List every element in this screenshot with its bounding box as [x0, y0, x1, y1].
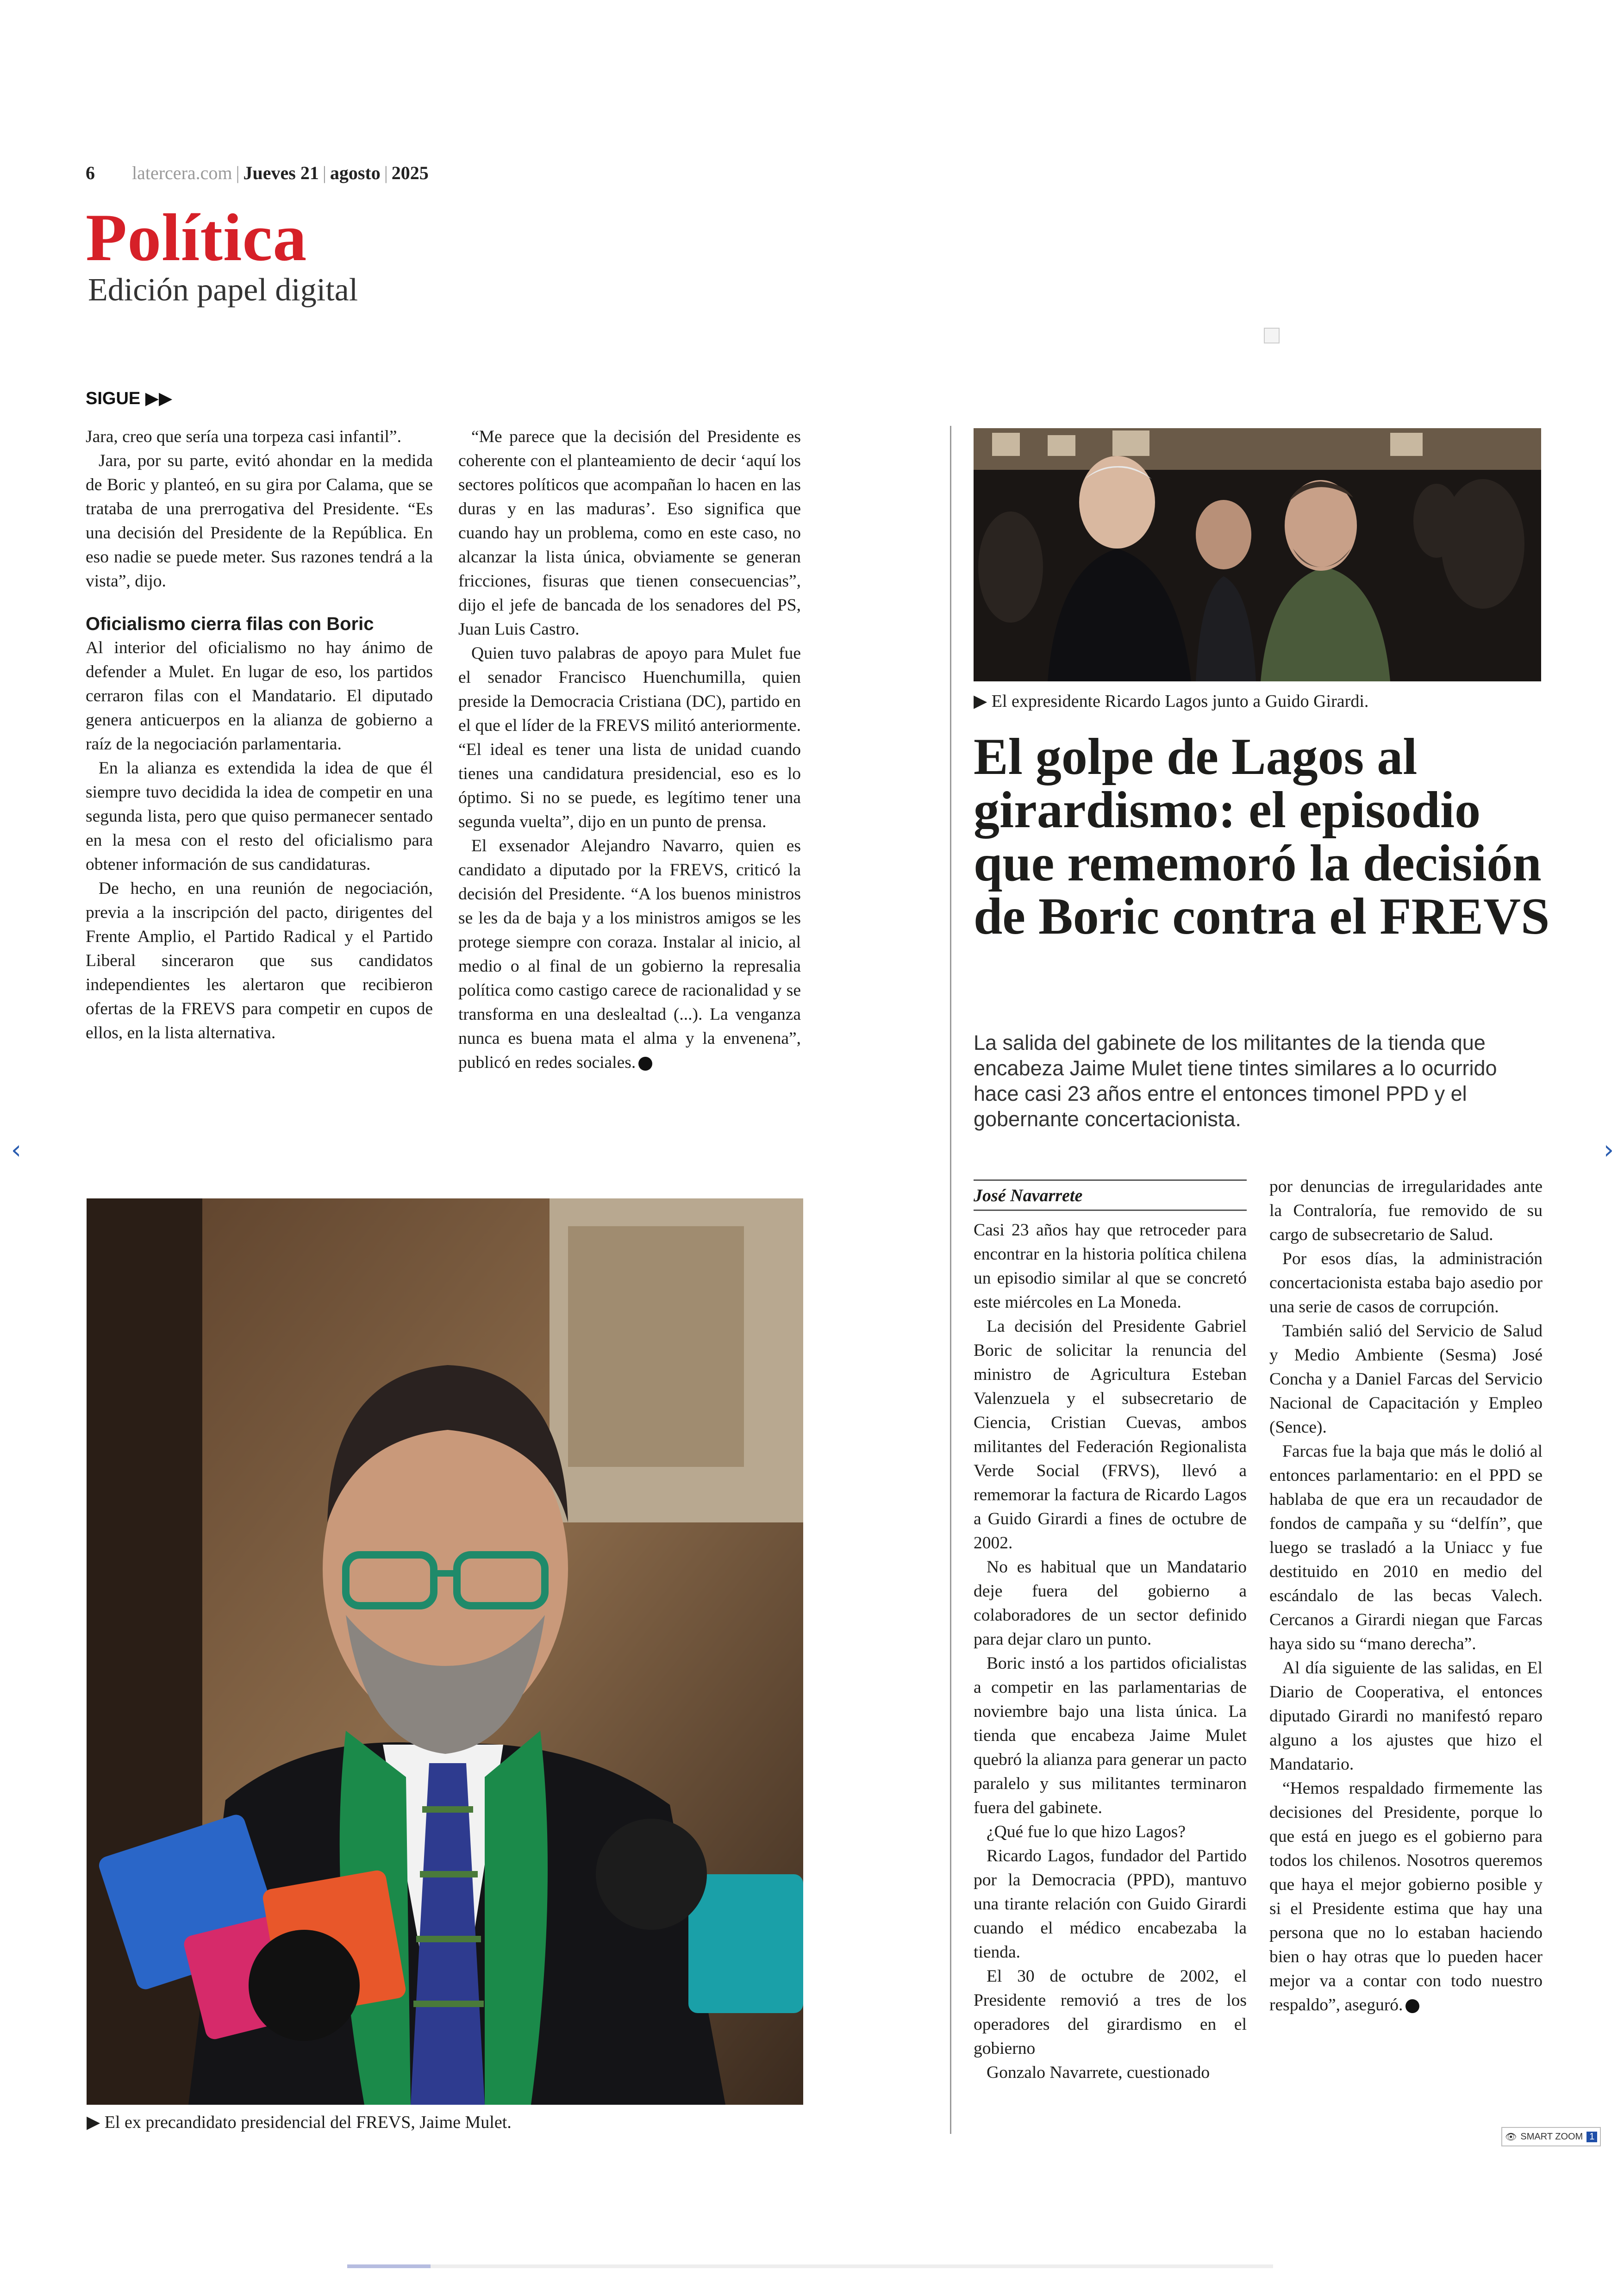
- left-story-column-2: [458, 425, 801, 1075]
- date-day: Jueves 21: [243, 162, 319, 183]
- photo-caption-lagos: ▶ El expresidente Ricardo Lagos junto a Guido Girardi.: [974, 692, 1369, 711]
- continues-label: SIGUE ▶▶: [86, 389, 173, 408]
- headline: El golpe de Lagos al girardismo: el episodio que rememoró la decisión de Boric contra el FREVS: [974, 728, 1550, 945]
- paragraph: El exsenador Alejandro Navarro, quien es candidato a diputado por la FREVS, criticó la decisión del Presidente. “A los buenos ministros se les da de baja y a los ministros amigos se les protege siempre con coraza. Instalar al inicio, al medio o al final de un gobierno la represalia política como castigo carece de racionalidad y se transforma en una deslealtad (...). La venganza nunca es buena mata el alma y la envenena”, publicó en redes sociales.: [458, 836, 801, 1072]
- section-title: Política: [86, 200, 307, 275]
- folio-line: 6 latercera.com | Jueves 21 | agosto | 2025: [86, 162, 429, 183]
- photo-caption-mulet: ▶ El ex precandidato presidencial del FREVS, Jaime Mulet.: [87, 2113, 512, 2132]
- end-mark-icon: [1405, 1999, 1419, 2013]
- paragraph: Quien tuvo palabras de apoyo para Mulet fue el senador Francisco Huenchumilla, quien preside la Democracia Cristiana (DC), partido en el que el líder de la FREVS militó anteriormente. “El ideal es tener una lista de unidad cuando tienes una candidatura presidencial, eso es lo óptimo. Si no se puede, es legítimo tener una segunda vuelta”, dijo en un punto de prensa.: [458, 644, 801, 831]
- paragraph: Gonzalo Navarrete, cuestionado: [987, 2063, 1210, 2082]
- right-story-column-2: [1269, 1175, 1543, 2017]
- paragraph: Por esos días, la administración concertacionista estaba bajo asedio por una serie de casos de corrupción.: [1269, 1249, 1543, 1316]
- left-story-column-1: [86, 425, 433, 1045]
- page-progress-track[interactable]: [347, 2264, 1273, 2268]
- deck: La salida del gabinete de los militantes de la tienda que encabeza Jaime Mulet tiene tintes similares a lo ocurrido hace casi 23 años entre el entonces timonel PPD y el gobernante concertacionista.: [974, 1031, 1497, 1131]
- smart-zoom-button[interactable]: [1501, 2127, 1601, 2146]
- photo-lagos-girardi: [974, 428, 1541, 681]
- smart-zoom-label: SMART ZOOM: [1520, 2131, 1583, 2142]
- paragraph: Al interior del oficialismo no hay ánimo de defender a Mulet. En lugar de eso, los partidos cerraron filas con el Mandatario. El diputado genera anticuerpos en la alianza de gobierno a raíz de la negociación parlamentaria.: [86, 638, 433, 754]
- page-indicator: 1: [1587, 2132, 1597, 2142]
- subheading: Oficialismo cierra filas con Boric: [86, 614, 374, 634]
- paragraph: En la alianza es extendida la idea de que él siempre tuvo decidida la idea de competir en una segunda lista, pero que quiso permanecer sentado en la mesa con el resto del oficialismo para obtener información de sus candidaturas.: [86, 759, 433, 874]
- paragraph: “Me parece que la decisión del Presidente es coherente con el planteamiento de decir ‘aquí los sectores políticos que acompañan lo hacen en las duras y en las maduras’. Eso significa que cuando hay un problema, como en este caso, no alcanzar la lista única, obviamente se generan fricciones, fisuras que tienen consecuencias”, dijo el jefe de bancada de los senadores del PS, Juan Luis Castro.: [458, 427, 801, 639]
- page-progress-fill: [347, 2264, 431, 2268]
- paragraph: No es habitual que un Mandatario deje fuera del gobierno a colaboradores de un sector definido para dejar claro un punto.: [974, 1558, 1247, 1649]
- eye-icon: 👁: [1505, 2132, 1517, 2142]
- paragraph: La decisión del Presidente Gabriel Boric de solicitar la renuncia del ministro de Agricultura Esteban Valenzuela y el subsecretario de Ciencia, Cristian Cuevas, ambos militantes del Federación Regionalista Verde Social (FRVS), llevó a rememorar la factura de Ricardo Lagos a Guido Girardi a fines de octubre de 2002.: [974, 1317, 1247, 1553]
- column-divider: [950, 426, 951, 2134]
- paragraph: Ricardo Lagos, fundador del Partido por la Democracia (PPD), mantuvo una tirante relación con Guido Girardi cuando el médico encabezaba la tienda.: [974, 1846, 1247, 1962]
- paragraph: Farcas fue la baja que más le dolió al entonces parlamentario: en el PPD se hablaba de que era un recaudador de fondos de campaña y su “delfín”, que luego se trasladó a la Uniacc y fue destituido en 2010 en medio del escándalo de las becas Valech. Cercanos a Girardi niegan que Farcas haya sido su “mano derecha”.: [1269, 1442, 1543, 1653]
- page-number: 6: [86, 162, 95, 183]
- paragraph: Casi 23 años hay que retroceder para encontrar en la historia política chilena un episodio similar al que se concretó este miércoles en La Moneda.: [974, 1221, 1247, 1312]
- end-mark-icon: [638, 1057, 652, 1071]
- photo-jaime-mulet: [87, 1198, 803, 2105]
- date-month: agosto: [330, 162, 381, 183]
- site-name: latercera.com: [132, 162, 232, 183]
- paragraph: Jara, por su parte, evitó ahondar en la medida de Boric y planteó, en su gira por Calama, que se trataba de una prerrogativa del Presidente. “Es una decisión del Presidente de la República. En eso nadie se puede meter. Sus razones tendrá a la vista”, dijo.: [86, 451, 433, 591]
- paragraph: También salió del Servicio de Salud y Medio Ambiente (Sesma) José Concha y a Daniel Farcas del Servicio Nacional de Capacitación y Empleo (Sence).: [1269, 1322, 1543, 1437]
- paragraph: ¿Qué fue lo que hizo Lagos?: [987, 1822, 1186, 1841]
- chevron-left-icon[interactable]: ‹: [11, 1135, 22, 1165]
- paragraph: Jara, creo que sería una torpeza casi infantil”.: [86, 427, 401, 446]
- paragraph: por denuncias de irregularidades ante la Contraloría, fue removido de su cargo de subsecretario de Salud.: [1269, 1177, 1543, 1244]
- date-year: 2025: [391, 162, 429, 183]
- paragraph: “Hemos respaldado firmemente las decisiones del Presidente, porque lo que está en juego es el gobierno para todos los chilenos. Nosotros queremos que haya el mejor gobierno posible y si el Presidente estima que hay una persona que no lo estaban haciendo bien o hay otras que lo pueden hacer mejor va a contar con todo nuestro respaldo”, aseguró.: [1269, 1779, 1543, 2014]
- paragraph: De hecho, en una reunión de negociación, previa a la inscripción del pacto, dirigentes del Frente Amplio, el Partido Radical y el Partido Liberal sinceraron que sus candidatos independientes les alertaron que recibieron ofertas de la FREVS para competir en cupos de ellos, en la lista alternativa.: [86, 879, 433, 1042]
- chevron-right-icon[interactable]: ›: [1603, 1135, 1614, 1165]
- right-story-column-1: [974, 1218, 1247, 2085]
- edition-label: Edición papel digital: [88, 272, 358, 308]
- paragraph: Boric instó a los partidos oficialistas a competir en las parlamentarias de noviembre bajo una lista única. La tienda que encabeza Jaime Mulet quebró la alianza para generar un pacto paralelo y sus militantes terminaron fuera del gabinete.: [974, 1654, 1247, 1817]
- placeholder-image-icon: [1264, 328, 1280, 343]
- byline: José Navarrete: [974, 1179, 1247, 1211]
- paragraph: El 30 de octubre de 2002, el Presidente removió a tres de los operadores del girardismo en el gobierno: [974, 1967, 1247, 2058]
- paragraph: Al día siguiente de las salidas, en El Diario de Cooperativa, el entonces diputado Girardi no manifestó reparo alguno a los ajustes que hizo el Mandatario.: [1269, 1659, 1543, 1774]
